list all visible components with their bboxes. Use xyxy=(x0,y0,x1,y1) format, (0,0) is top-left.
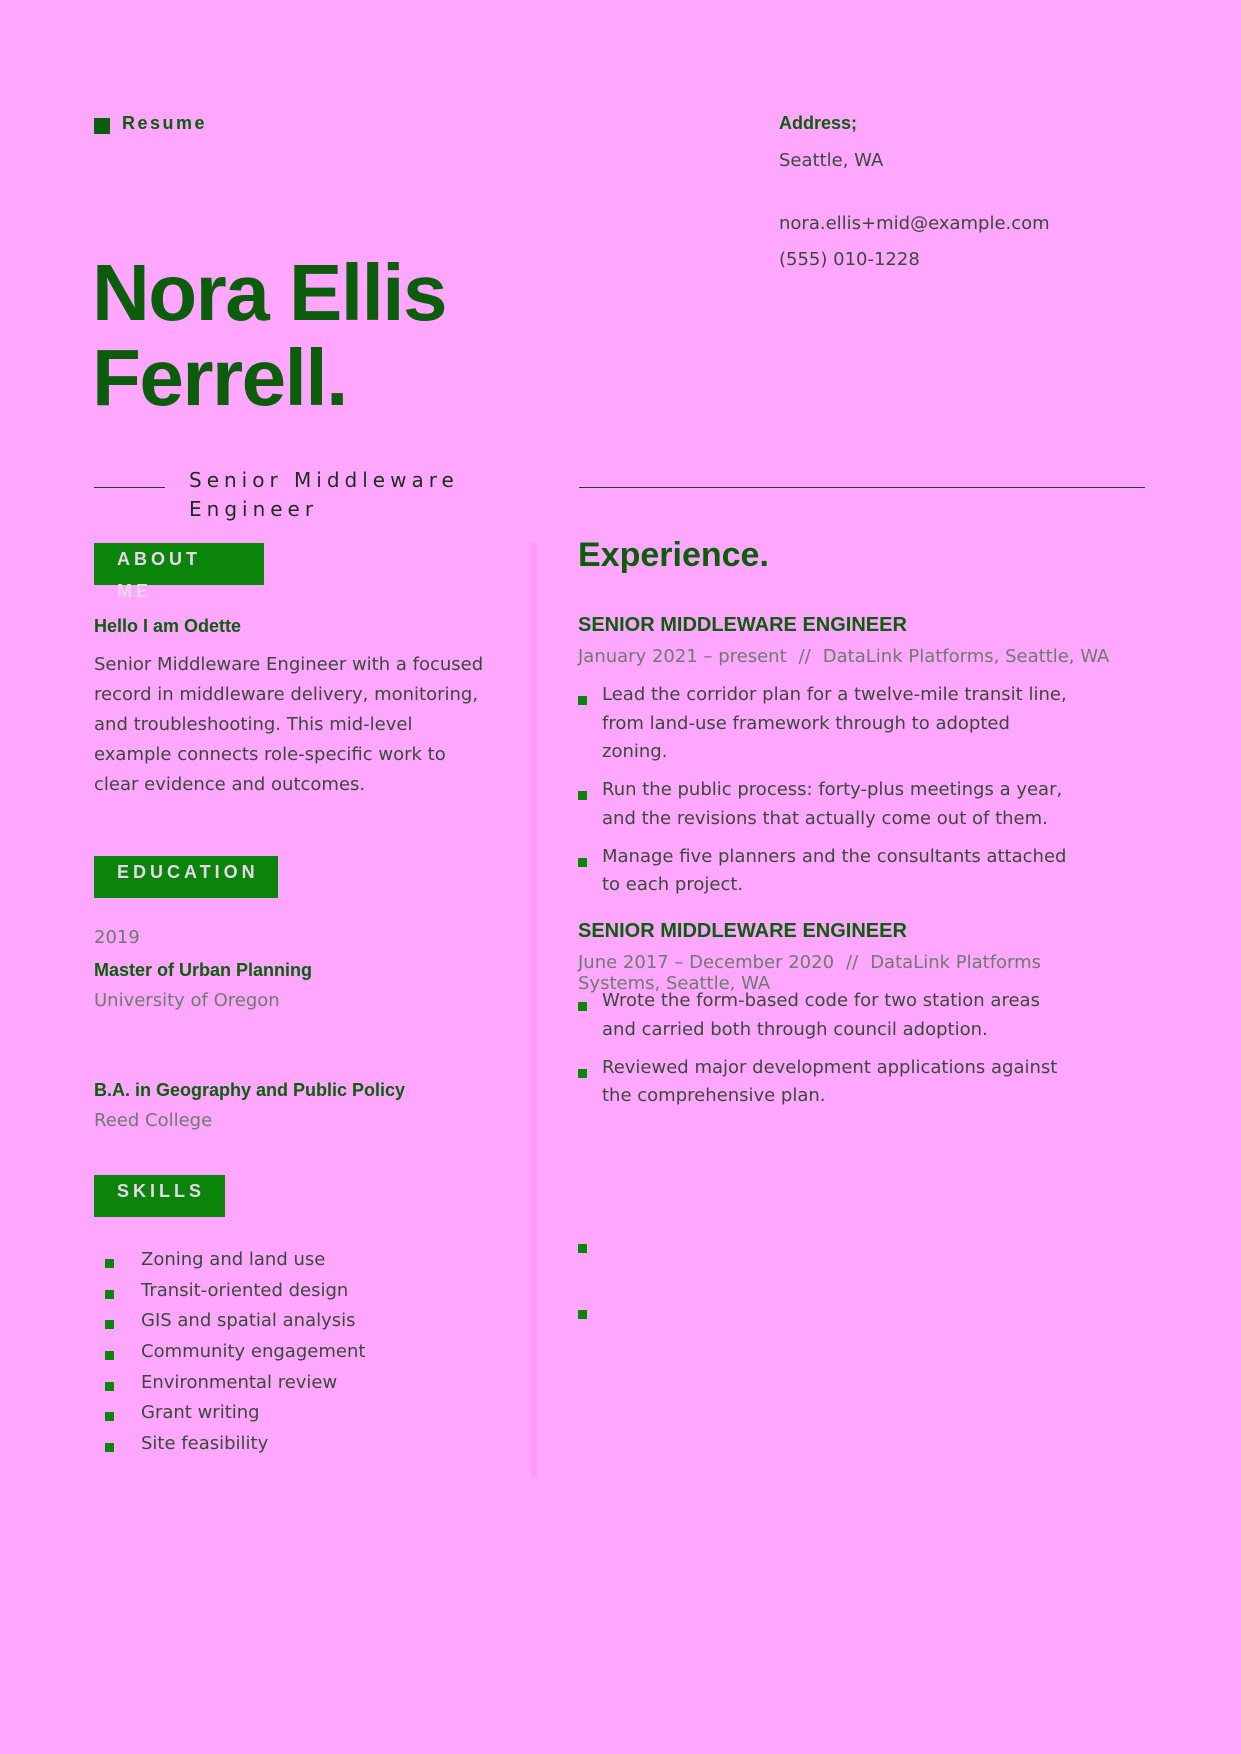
education-year: 2019 xyxy=(94,927,140,948)
bullet-icon xyxy=(105,1443,114,1452)
job-title: SENIOR MIDDLEWARE ENGINEER xyxy=(578,614,907,636)
skill-item xyxy=(105,1336,365,1367)
job-company: DataLink Platforms Systems, Seattle, WA xyxy=(578,952,1042,994)
education-degree: Master of Urban Planning xyxy=(94,960,313,980)
job-bullet-text: Run the public process: forty-plus meetings a year, and the revisions that actually come out of them. xyxy=(602,779,1063,829)
skill-label: Environmental review xyxy=(141,1371,338,1393)
job-meta xyxy=(578,646,1109,667)
bullet-icon xyxy=(578,696,587,705)
skill-label: Grant writing xyxy=(141,1402,260,1424)
address-value: Seattle, WA xyxy=(779,150,884,171)
brand xyxy=(94,113,207,134)
bullet-icon xyxy=(105,1320,114,1329)
skills-list xyxy=(105,1244,365,1459)
about-body: Senior Middleware Engineer with a focused record in middleware delivery, monitoring, and troubleshooting. This mid-level example connects role-specific work to clear evidence and outcomes. xyxy=(94,654,484,795)
job-meta-separator: // xyxy=(798,646,811,667)
job-title: SENIOR MIDDLEWARE ENGINEER xyxy=(578,920,907,942)
phone-value[interactable]: (555) 010-1228 xyxy=(779,249,920,270)
job-bullet-text: Manage five planners and the consultants attached to each project. xyxy=(602,845,1067,895)
job-bullet-text: Lead the corridor plan for a twelve-mile transit line, from land-use framework through to adopted zoning. xyxy=(602,684,1067,762)
job-title-headline: Senior Middleware Engineer xyxy=(189,468,459,521)
job-bullet xyxy=(578,681,1078,767)
brand-label: Resume xyxy=(122,113,208,133)
about-heading: ABOUT ME xyxy=(94,543,264,585)
candidate-name-line2: Ferrell. xyxy=(92,333,347,422)
skill-label: Community engagement xyxy=(141,1340,366,1362)
bullet-icon xyxy=(578,1002,587,1011)
bullet-icon xyxy=(105,1412,114,1421)
skill-item xyxy=(105,1275,365,1306)
skill-label: GIS and spatial analysis xyxy=(141,1310,356,1332)
skill-label: Zoning and land use xyxy=(141,1248,326,1270)
job-dates: January 2021 – present xyxy=(578,646,787,667)
column-divider xyxy=(531,543,537,1478)
brand-square-icon xyxy=(94,118,110,134)
skill-item xyxy=(105,1367,365,1398)
empty-bullet-icon xyxy=(578,1244,587,1253)
job-bullet-text: Reviewed major development applications against the comprehensive plan. xyxy=(602,1056,1058,1106)
about-greeting: Hello I am Odette xyxy=(94,616,242,636)
bullet-icon xyxy=(105,1259,114,1268)
skill-item xyxy=(105,1244,365,1275)
empty-bullet-icon xyxy=(578,1310,587,1319)
job-bullet-text: Wrote the form-based code for two station areas and carried both through council adoption. xyxy=(602,990,1040,1040)
skill-item xyxy=(105,1397,365,1428)
job-company: DataLink Platforms, Seattle, WA xyxy=(822,646,1110,667)
job-bullets xyxy=(578,681,1078,909)
job-bullet xyxy=(578,987,1078,1044)
candidate-name xyxy=(92,250,446,420)
skill-label: Site feasibility xyxy=(141,1432,269,1454)
title-rule-left xyxy=(94,487,165,488)
bullet-icon xyxy=(578,1069,587,1078)
education-degree: B.A. in Geography and Public Policy xyxy=(94,1080,406,1100)
bullet-icon xyxy=(105,1382,114,1391)
bullet-icon xyxy=(105,1290,114,1299)
title-rule-right xyxy=(579,487,1145,488)
job-meta xyxy=(578,952,1118,994)
job-dates: June 2017 – December 2020 xyxy=(578,952,835,973)
bullet-icon xyxy=(578,858,587,867)
email-value[interactable]: nora.ellis+mid@example.com xyxy=(779,213,1050,234)
job-bullets xyxy=(578,987,1078,1120)
education-school: Reed College xyxy=(94,1110,213,1131)
address-label: Address; xyxy=(779,113,858,133)
experience-heading: Experience. xyxy=(578,536,769,574)
skill-item xyxy=(105,1305,365,1336)
education-school: University of Oregon xyxy=(94,990,280,1011)
bullet-icon xyxy=(578,791,587,800)
job-meta-separator: // xyxy=(846,952,859,973)
skills-heading: SKILLS xyxy=(94,1175,225,1217)
skill-label: Transit-oriented design xyxy=(141,1279,349,1301)
skill-item xyxy=(105,1428,365,1459)
contact-block xyxy=(779,113,1159,270)
bullet-icon xyxy=(105,1351,114,1360)
job-bullet xyxy=(578,776,1078,833)
job-bullet xyxy=(578,1054,1078,1111)
candidate-name-line1: Nora Ellis xyxy=(92,248,447,337)
job-bullet xyxy=(578,843,1078,900)
education-heading: EDUCATION xyxy=(94,856,278,898)
